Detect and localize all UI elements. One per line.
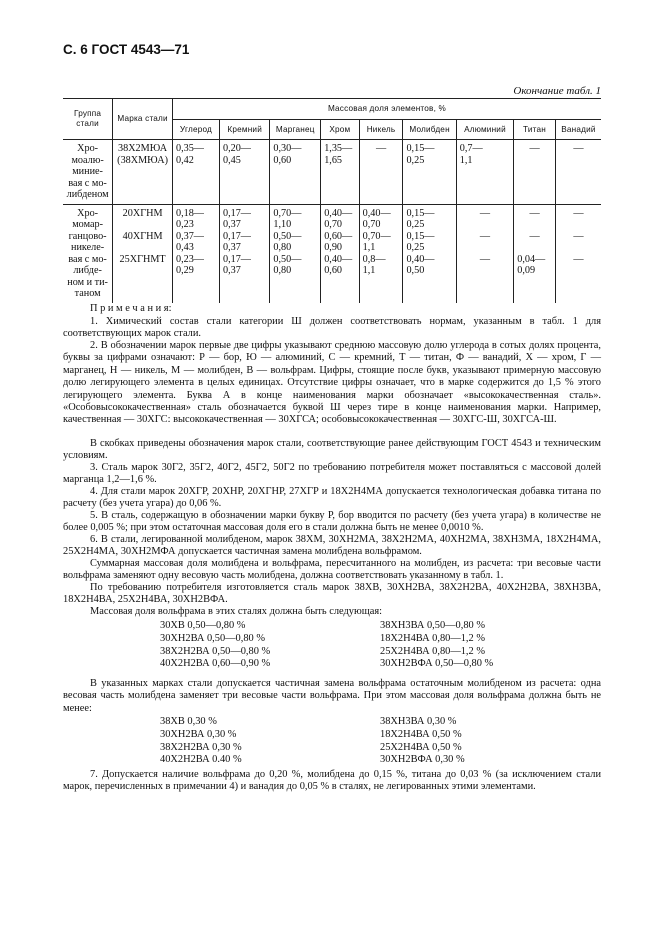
table-caption: Окончание табл. 1 [513, 85, 601, 97]
grade-cell: 38Х2МЮА (38ХМЮА) [113, 140, 173, 205]
note-3: 3. Сталь марок 30Г2, 35Г2, 40Г2, 45Г2, 50Г2 по требованию потребителя может поставляться с массовой долей марганца 1,2—1,6 %. [63, 462, 601, 486]
column-header-element: Никель [359, 120, 403, 140]
tungsten-list-right [380, 620, 493, 671]
min-tungsten-list-left [160, 716, 242, 767]
value-cell: 0,15— 0,25 0,15— 0,25 0,40— 0,50 [403, 204, 456, 303]
list-item: 30ХН2ВА 0,30 % [160, 728, 237, 740]
value-cell: — — — [456, 204, 513, 303]
note-1: 1. Химический состав стали категории Ш должен соответствовать нормам, указанным в табл. 1 для соответствующих марок стали. [63, 316, 601, 340]
column-header-element: Ванадий [555, 120, 601, 140]
note-6-sum: Суммарная массовая доля молибдена и вольфрама, пересчитанного на молибден, из расчета: три весовые части вольфрама заменяют одну весовую часть молибдена, должна соответствовать указанному в табл. 1. [63, 558, 601, 582]
column-header-grade: Марка стали [113, 99, 173, 140]
value-cell: 0,30— 0,60 [270, 140, 321, 205]
column-header-element: Алюминий [456, 120, 513, 140]
value-cell: 0,40— 0,70 0,70— 1,1 0,8— 1,1 [359, 204, 403, 303]
list-item: 40Х2Н2ВА 0,60—0,90 % [160, 658, 271, 670]
value-cell: 0,40— 0,70 0,60— 0,90 0,40— 0,60 [321, 204, 359, 303]
value-cell: — [359, 140, 403, 205]
value-cell: 0,35— 0,42 [172, 140, 219, 205]
column-header-element: Молибден [403, 120, 456, 140]
note-6-replacement: В указанных марках стали допускается частичная замена вольфрама остаточным молибденом из расчета: одна весовая часть молибдена заменяет три весовые части вольфрама. При этом массовая доля вольфрама должна быть не менее: [63, 678, 601, 714]
value-cell: 0,20— 0,45 [219, 140, 269, 205]
value-cell: — — 0,04— 0,09 [514, 204, 556, 303]
value-cell: — [555, 140, 601, 205]
note-6: 6. В стали, легированной молибденом, марок 38ХМ, 30ХН2МА, 38Х2Н2МА, 40ХН2МА, 38ХН3МА, 18Х2Н4МА, 25Х2Н4МА, 30ХН2МФА допускается частичная замена молибдена вольфрамом. [63, 534, 601, 558]
list-item: 30ХН2ВА 0,50—0,80 % [160, 632, 265, 644]
list-item: 38Х2Н2ВА 0,50—0,80 % [160, 645, 271, 657]
note-2-brackets: В скобках приведены обозначения марок стали, соответствующие ранее действующим ГОСТ 4543 и техническим условиям. [63, 438, 601, 462]
value-cell: 0,70— 1,10 0,50— 0,80 0,50— 0,80 [270, 204, 321, 303]
note-2: 2. В обозначении марок первые две цифры указывают среднюю массовую долю углерода в сотых долях процента, буквы за цифрами означают: Р — бор, Ю — алюминий, С — кремний, Т — титан, Ф — ванадий, Х — хром, Г — марганец, Н — никель, М — молибден, В — вольфрам. Цифры, стоящие после букв, указывают примерную массовую долю легирующего элемента в целых единицах. Отсутствие цифры означает, что в марке содержится до 1,5 % этого легирующего элемента. Буква А в конце наименования марки обозначает «высококачественная сталь». «Особовысококачественная» сталь обозначается буквой Ш через тире в конце наименования марки. Например, качественная — 30ХГС: высококачественная — 30ХГСА; особовысококачественная — 30ХГС-Ш, 30ХГСА-Ш. [63, 340, 601, 426]
table-row [63, 204, 601, 303]
list-item: 18Х2Н4ВА 0,50 % [380, 728, 462, 740]
column-header-element: Кремний [219, 120, 269, 140]
list-item: 30ХВ 0,50—0,80 % [160, 620, 246, 631]
composition-table [63, 98, 601, 303]
note-4: 4. Для стали марок 20ХГР, 20ХНР, 20ХГНР, 27ХГР и 18Х2Н4МА допускается технологическая добавка титана по расчету (без учета угара) до 0,06 %. [63, 486, 601, 510]
list-item: 38Х2Н2ВА 0,30 % [160, 741, 242, 753]
min-tungsten-list-right [380, 716, 465, 767]
grade-cell: 20ХГНМ 40ХГНМ 25ХГНМТ [113, 204, 173, 303]
value-cell: 0,17— 0,37 0,17— 0,37 0,17— 0,37 [219, 204, 269, 303]
list-item: 38ХВ 0,30 % [160, 716, 217, 727]
note-5: 5. В сталь, содержащую в обозначении марки букву Р, бор вводится по расчету (без учета угара) в количестве не более 0,005 %; при этом остаточная массовая доля его в стали должна быть не менее 0,0010 %. [63, 510, 601, 534]
value-cell: 1,35— 1,65 [321, 140, 359, 205]
column-header-element: Хром [321, 120, 359, 140]
note-6-tungsten: Массовая доля вольфрама в этих сталях должна быть следующая: [90, 606, 383, 617]
table-row [63, 140, 601, 205]
list-item: 18Х2Н4ВА 0,80—1,2 % [380, 632, 485, 644]
note-6-order: По требованию потребителя изготовляется сталь марок 38ХВ, 30ХН2ВА, 38Х2Н2ВА, 40Х2Н2ВА, 38ХН3ВА, 18Х2Н4ВА, 25Х2Н4ВА, 30ХН2ВФА. [63, 582, 601, 606]
page-title: С. 6 ГОСТ 4543—71 [63, 42, 190, 57]
column-header-group: Группа стали [63, 99, 113, 140]
list-item: 25Х2Н4ВА 0,50 % [380, 741, 462, 753]
column-header-element: Марганец [270, 120, 321, 140]
value-cell: — [514, 140, 556, 205]
list-item: 30ХН2ВФА 0,50—0,80 % [380, 658, 494, 670]
group-cell: Хро- моалю- миние- вая с мо- либденом [63, 140, 113, 205]
note-7: 7. Допускается наличие вольфрама до 0,20 %, молибдена до 0,15 %, титана до 0,03 % (за исключением стали марок, перечисленных в примечании 4) и ванадия до 0,05 % в сталях, не легированных этими элементами. [63, 769, 601, 793]
column-header-mass: Массовая доля элементов, % [172, 99, 601, 120]
notes-title: П р и м е ч а н и я: [90, 303, 172, 314]
list-item: 30ХН2ВФА 0,30 % [380, 754, 465, 766]
tungsten-list-left [160, 620, 270, 671]
list-item: 38ХН3ВА 0,50—0,80 % [380, 620, 485, 631]
value-cell: — — — [573, 207, 584, 265]
column-header-element: Титан [514, 120, 556, 140]
value-cell: 0,18— 0,23 0,37— 0,43 0,23— 0,29 [172, 204, 219, 303]
group-cell: Хро- момар- ганцово- никеле- вая с мо- либде- ном и ти- таном [63, 204, 113, 303]
value-cell: 0,7— 1,1 [456, 140, 513, 205]
list-item: 25Х2Н4ВА 0,80—1,2 % [380, 645, 485, 657]
column-header-element: Углерод [172, 120, 219, 140]
value-cell: 0,15— 0,25 [403, 140, 456, 205]
list-item: 40Х2Н2ВА 0.40 % [160, 754, 242, 766]
list-item: 38ХН3ВА 0,30 % [380, 716, 457, 727]
